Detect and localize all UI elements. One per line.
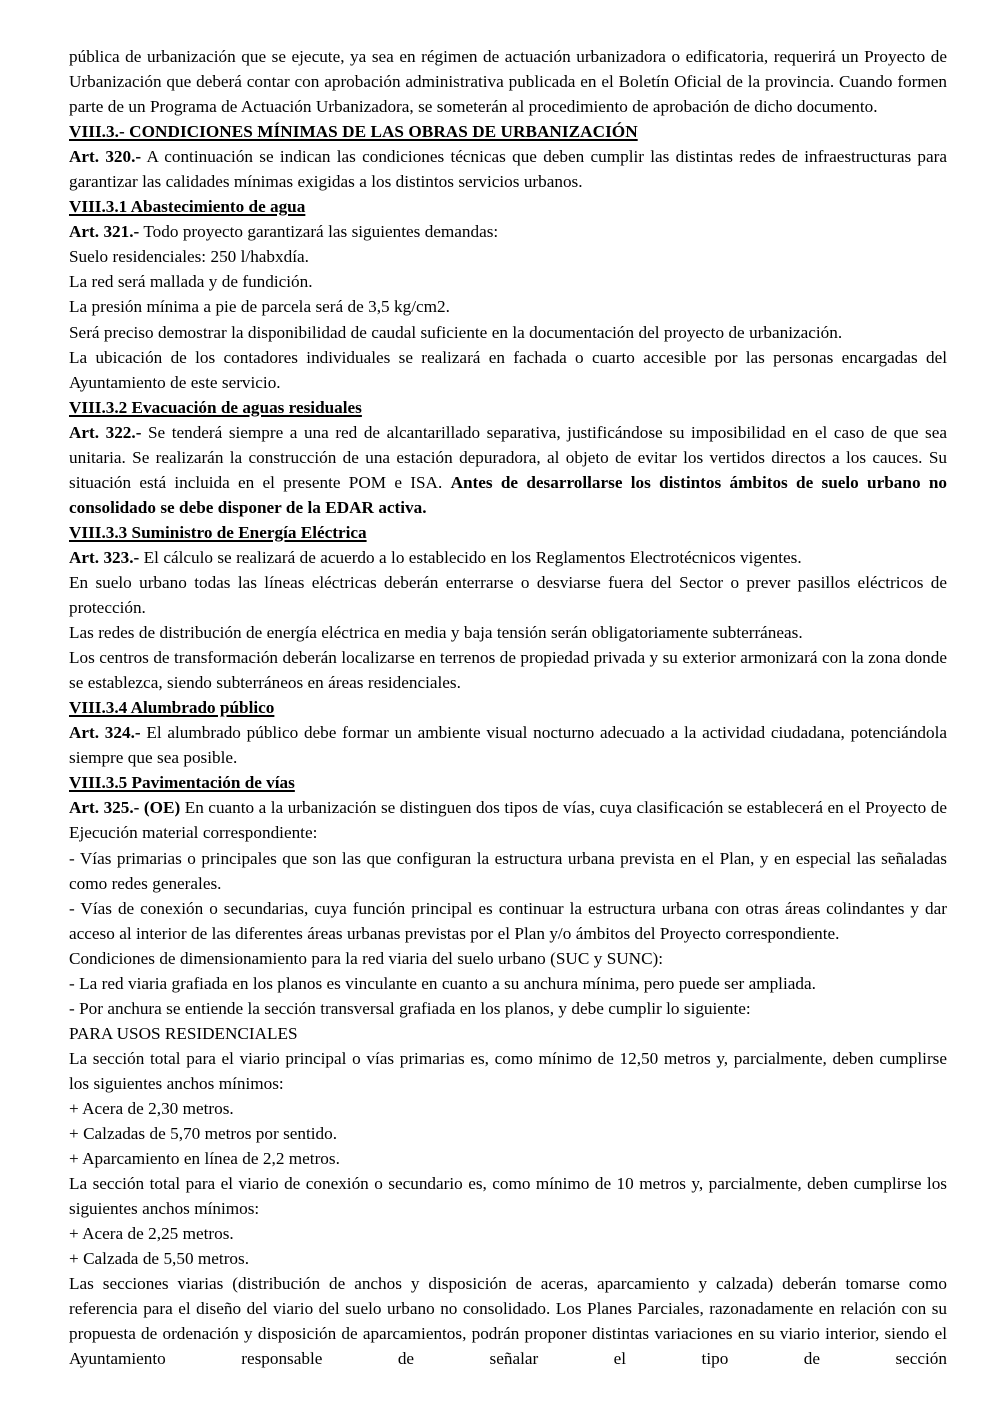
paragraph-secciones-viarias: Las secciones viarias (distribución de anchos y disposición de aceras, aparcamiento y calzada) deberán tomarse como referencia para el diseño del viario del suelo urbano no consolidado. Los Planes Parciales, razonadamente en relación con su propuesta de ordenación y disposición de aparcamientos, podrán proponer distintas variaciones en su viario interior, siendo el Ayuntamiento responsable de señalar el tipo de sección: [69, 1274, 947, 1369]
line-condiciones-dimensionamiento: Condiciones de dimensionamiento para la red viaria del suelo urbano (SUC y SUNC):: [69, 948, 664, 968]
article-322-emphasis: Antes de desarrollarse los distintos ámbitos de suelo urbano no consolidado se debe disponer de la EDAR activa.: [69, 472, 947, 517]
heading-viii-3: [69, 119, 947, 144]
article-322-body: Se tenderá siempre a una red de alcantarillado separativa, justificándose su imposibilidad en el caso de que sea unitaria. Se realizarán la construcción de una estación depuradora, al objeto de evitar los vertidos directos a los cauces. Su situación está incluida en el presente POM e ISA.: [69, 422, 947, 492]
paragraph-contadores: La ubicación de los contadores individuales se realizará en fachada o cuarto accesible por las personas encargadas del Ayuntamiento de este servicio.: [69, 347, 947, 392]
article-323-body: El cálculo se realizará de acuerdo a lo establecido en los Reglamentos Electrotécnicos vigentes.: [139, 547, 802, 567]
heading-viii-3-4-label: VIII.3.4 Alumbrado público: [69, 698, 275, 718]
article-323: [69, 545, 947, 570]
line-redes-distribucion: Las redes de distribución de energía eléctrica en media y baja tensión serán obligatoriamente subterráneas.: [69, 623, 803, 643]
line-acera-225: + Acera de 2,25 metros.: [69, 1224, 234, 1244]
heading-viii-3-1-label: VIII.3.1 Abastecimiento de agua: [69, 197, 306, 217]
article-321-body: Todo proyecto garantizará las siguientes demandas:: [139, 222, 499, 242]
paragraph-intro: pública de urbanización que se ejecute, ya sea en régimen de actuación urbanizadora o edificatoria, requerirá un Proyecto de Urbanización que deberá contar con aprobación administrativa publicada en el Boletín Oficial de la provincia. Cuando formen parte de un Programa de Actuación Urbanizadora, se someterán al procedimiento de aprobación de dicho documento.: [69, 47, 947, 117]
bullet-vias-conexion: - Vías de conexión o secundarias, cuya función principal es continuar la estructura urbana con otras áreas colindantes y dar acceso al interior de las diferentes áreas urbanas previstas por el Plan y/o ámbitos del Proyecto correspondiente.: [69, 898, 947, 943]
line-red-mallada: La red será mallada y de fundición.: [69, 272, 313, 292]
paragraph-caudal: Será preciso demostrar la disponibilidad de caudal suficiente en la documentación del proyecto de urbanización.: [69, 322, 843, 342]
paragraph-centros-transformacion: Los centros de transformación deberán localizarse en terrenos de propiedad privada y su exterior armonizará con la zona donde se establezca, siendo subterráneos en áreas residenciales.: [69, 648, 947, 693]
paragraph-lineas-electricas: En suelo urbano todas las líneas eléctricas deberán enterrarse o desviarse fuera del Sector o prever pasillos eléctricos de protección.: [69, 572, 947, 618]
heading-viii-3-label: VIII.3.- CONDICIONES MÍNIMAS DE LAS OBRAS DE URBANIZACIÓN: [69, 122, 638, 142]
bullet-red-viaria-grafiada: - La red viaria grafiada en los planos es vinculante en cuanto a su anchura mínima, pero puede ser ampliada.: [69, 973, 816, 993]
line-acera-230: + Acera de 2,30 metros.: [69, 1098, 234, 1118]
article-321-label: Art. 321.-: [69, 222, 140, 242]
heading-viii-3-5-label: VIII.3.5 Pavimentación de vías: [69, 773, 295, 793]
paragraph-seccion-principal: La sección total para el viario principal o vías primarias es, como mínimo de 12,50 metros y, parcialmente, deben cumplirse los siguientes anchos mínimos:: [69, 1048, 947, 1093]
article-320-body: A continuación se indican las condiciones técnicas que deben cumplir las distintas redes de infraestructuras para garantizar las calidades mínimas exigidas a los distintos servicios urbanos.: [69, 147, 948, 192]
bullet-vias-primarias: - Vías primarias o principales que son las que configuran la estructura urbana prevista en el Plan, y en especial las señaladas como redes generales.: [69, 848, 947, 893]
line-suelo-residenciales: Suelo residenciales: 250 l/habxdía.: [69, 247, 309, 267]
line-calzadas-570: + Calzadas de 5,70 metros por sentido.: [69, 1124, 338, 1144]
heading-viii-3-3: [69, 520, 947, 545]
line-calzada-550: + Calzada de 5,50 metros.: [69, 1249, 250, 1269]
article-324-body: El alumbrado público debe formar un ambiente visual nocturno adecuado a la actividad ciudadana, potenciándola siempre que sea posible.: [69, 723, 947, 768]
document-text-column: [69, 44, 947, 1371]
article-322: [69, 420, 947, 520]
heading-viii-3-3-label: VIII.3.3 Suministro de Energía Eléctrica: [69, 522, 367, 542]
article-321: [69, 219, 947, 244]
line-aparcamiento-22: + Aparcamiento en línea de 2,2 metros.: [69, 1149, 340, 1169]
bullet-por-anchura: - Por anchura se entiende la sección transversal grafiada en los planos, y debe cumplir lo siguiente:: [69, 998, 751, 1018]
article-320-label: Art. 320.-: [69, 147, 142, 167]
heading-viii-3-5: [69, 770, 947, 795]
article-324: [69, 720, 947, 770]
article-320: [69, 144, 947, 194]
article-325: [69, 795, 947, 845]
article-325-label: Art. 325.- (OE): [69, 798, 181, 818]
heading-viii-3-1: [69, 194, 947, 219]
line-para-usos-residenciales: PARA USOS RESIDENCIALES: [69, 1023, 298, 1043]
article-322-label: Art. 322.-: [69, 422, 142, 442]
article-325-body: En cuanto a la urbanización se distinguen dos tipos de vías, cuya clasificación se establecerá en el Proyecto de Ejecución material correspondiente:: [69, 798, 948, 843]
paragraph-seccion-secundaria: La sección total para el viario de conexión o secundario es, como mínimo de 10 metros y, parcialmente, deben cumplirse los siguientes anchos mínimos:: [69, 1174, 947, 1219]
heading-viii-3-2: [69, 395, 947, 420]
article-324-label: Art. 324.-: [69, 723, 141, 743]
heading-viii-3-2-label: VIII.3.2 Evacuación de aguas residuales: [69, 397, 362, 417]
heading-viii-3-4: [69, 695, 947, 720]
article-323-label: Art. 323.-: [69, 547, 140, 567]
line-presion-minima: La presión mínima a pie de parcela será de 3,5 kg/cm2.: [69, 297, 450, 317]
